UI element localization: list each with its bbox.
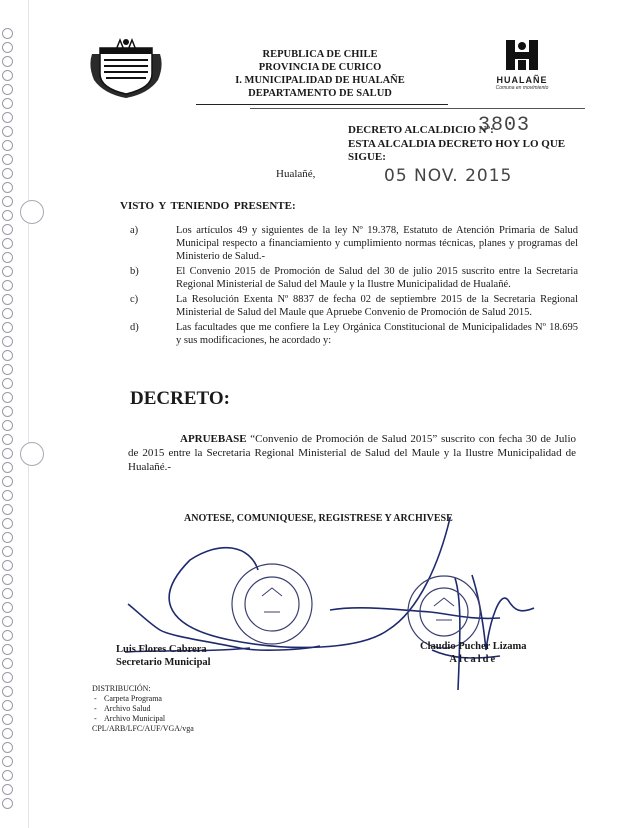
signatory-title: Alcalde: [449, 654, 498, 665]
binder-hole: [2, 238, 13, 249]
decree-body: [128, 432, 576, 474]
list-item: - Archivo Municipal: [92, 714, 194, 724]
binder-hole: [2, 672, 13, 683]
decreto-title: DECRETO:: [130, 388, 230, 409]
binder-hole: [2, 112, 13, 123]
binder-hole: [2, 504, 13, 515]
binder-hole: [2, 630, 13, 641]
binder-hole: [2, 266, 13, 277]
item-text: El Convenio 2015 de Promoción de Salud del 30 de julio 2015 suscrito entre la Secretaria Regional Ministerial de Salud del Maule y la Ilustre Municipalidad de Hualañé.: [176, 266, 578, 290]
coat-of-arms-icon: [86, 36, 166, 102]
binder-hole: [2, 448, 13, 459]
binder-hole: [2, 686, 13, 697]
binder-hole: [2, 28, 13, 39]
decree-number-label: DECRETO ALCALDICIO Nº:: [348, 124, 494, 136]
place-name: Hualañé,: [276, 168, 316, 180]
right-signature-icon: [330, 575, 534, 690]
binder-hole: [2, 252, 13, 263]
list-item: [118, 265, 578, 291]
binder-hole: [2, 168, 13, 179]
margin-line: [28, 0, 29, 828]
binder-hole: [2, 546, 13, 557]
binder-hole: [2, 658, 13, 669]
binder-hole: [2, 196, 13, 207]
closing-formula: ANOTESE, COMUNIQUESE, REGISTRESE Y ARCHIVESE: [184, 513, 453, 524]
binder-hole: [2, 728, 13, 739]
list-item: - Carpeta Programa: [92, 694, 194, 704]
punch-hole: [20, 442, 44, 466]
visto-heading: VISTO Y TENIENDO PRESENTE:: [120, 200, 296, 212]
binder-hole: [2, 336, 13, 347]
binder-hole: [2, 392, 13, 403]
distribution-block: [92, 684, 194, 734]
binder-hole: [2, 154, 13, 165]
logo-name: HUALAÑE: [496, 75, 548, 85]
binder-hole: [2, 224, 13, 235]
hualane-logo: [494, 40, 550, 91]
institution-header: [200, 48, 440, 100]
binder-hole: [2, 784, 13, 795]
binder-hole: [2, 532, 13, 543]
binder-hole: [2, 518, 13, 529]
binder-hole: [2, 84, 13, 95]
binder-hole: [2, 378, 13, 389]
binder-hole: [2, 798, 13, 809]
decree-intro: ESTA ALCALDIA DECRETO HOY LO QUE SIGUE:: [348, 138, 566, 163]
decree-text: “Convenio de Promoción de Salud 2015” suscrito con fecha 30 de Julio de 2015 entre la Secretaria Regional Ministerial de Salud del Maule y la Ilustre Municipalidad de Hualañé.-: [128, 433, 576, 473]
header-line: I. MUNICIPALIDAD DE HUALAÑE: [235, 75, 405, 86]
item-marker: b): [130, 266, 139, 277]
binder-hole: [2, 756, 13, 767]
right-signatory: [420, 640, 527, 666]
binder-hole: [2, 42, 13, 53]
binder-hole: [2, 294, 13, 305]
binder-hole: [2, 98, 13, 109]
header-line: DEPARTAMENTO DE SALUD: [248, 88, 392, 99]
binder-hole: [2, 644, 13, 655]
binder-hole: [2, 140, 13, 151]
binder-hole: [2, 182, 13, 193]
binder-hole: [2, 462, 13, 473]
binder-hole: [2, 560, 13, 571]
signatory-title: Secretario Municipal: [116, 657, 211, 668]
list-item: [118, 321, 578, 347]
logo-tagline: Comuna en movimiento: [495, 85, 549, 91]
binder-hole: [2, 350, 13, 361]
item-text: Las facultades que me confiere la Ley Orgánica Constitucional de Municipalidades Nº 18.695 y sus modificaciones, he acordado y:: [176, 322, 578, 346]
binder-hole: [2, 280, 13, 291]
list-item: [118, 224, 578, 263]
left-stamp-icon: [232, 564, 312, 644]
binder-hole: [2, 364, 13, 375]
binder-hole: [2, 406, 13, 417]
separator-rule: [250, 108, 585, 109]
binder-hole: [2, 322, 13, 333]
distribution-heading: DISTRIBUCIÓN:: [92, 684, 151, 693]
distribution-initials: CPL/ARB/LFC/AUF/VGA/vga: [92, 724, 194, 733]
item-text: La Resolución Exenta Nº 8837 de fecha 02 de septiembre 2015 de la Secretaria Regional Ministerial de Salud del Maule que Apruebe Convenio de Promoción de Salud 2015.: [176, 294, 578, 318]
binder-hole: [2, 210, 13, 221]
item-marker: c): [130, 294, 139, 305]
header-line: PROVINCIA DE CURICO: [258, 62, 382, 73]
binder-hole: [2, 700, 13, 711]
item-text: Los artículos 49 y siguientes de la ley Nº 19.378, Estatuto de Atención Primaria de Salud Municipal respecto a financiamiento y cumplimiento normas técnicas, planes y programas del Ministerio de Salud.-: [176, 225, 578, 262]
item-marker: d): [130, 322, 139, 333]
list-item: [118, 293, 578, 319]
list-item: - Archivo Salud: [92, 704, 194, 714]
binder-hole: [2, 490, 13, 501]
binder-hole: [2, 126, 13, 137]
header-rule: [196, 104, 448, 105]
decree-lead: APRUEBASE: [180, 433, 247, 445]
punch-hole: [20, 200, 44, 224]
binder-holes: [2, 28, 16, 818]
signatory-name: Claudio Pucher Lizama: [420, 641, 527, 652]
binder-hole: [2, 434, 13, 445]
distribution-list: [92, 694, 194, 724]
binder-hole: [2, 602, 13, 613]
considerations-list: [118, 224, 578, 349]
binder-hole: [2, 616, 13, 627]
left-signature-icon: [125, 518, 450, 652]
item-marker: a): [130, 225, 139, 236]
binder-hole: [2, 770, 13, 781]
header-line: REPUBLICA DE CHILE: [262, 49, 378, 60]
binder-hole: [2, 420, 13, 431]
left-signatory: [116, 643, 211, 669]
right-stamp-icon: [408, 576, 480, 648]
date-stamp: 05 NOV. 2015: [384, 166, 513, 186]
signatory-name: Luis Flores Cabrera: [116, 644, 207, 655]
binder-hole: [2, 70, 13, 81]
binder-hole: [2, 476, 13, 487]
decree-number-handwritten: 3803: [478, 114, 531, 137]
binder-hole: [2, 742, 13, 753]
binder-hole: [2, 588, 13, 599]
binder-hole: [2, 714, 13, 725]
binder-hole: [2, 308, 13, 319]
binder-hole: [2, 56, 13, 67]
binder-hole: [2, 574, 13, 585]
hualane-logo-icon: [502, 40, 542, 70]
